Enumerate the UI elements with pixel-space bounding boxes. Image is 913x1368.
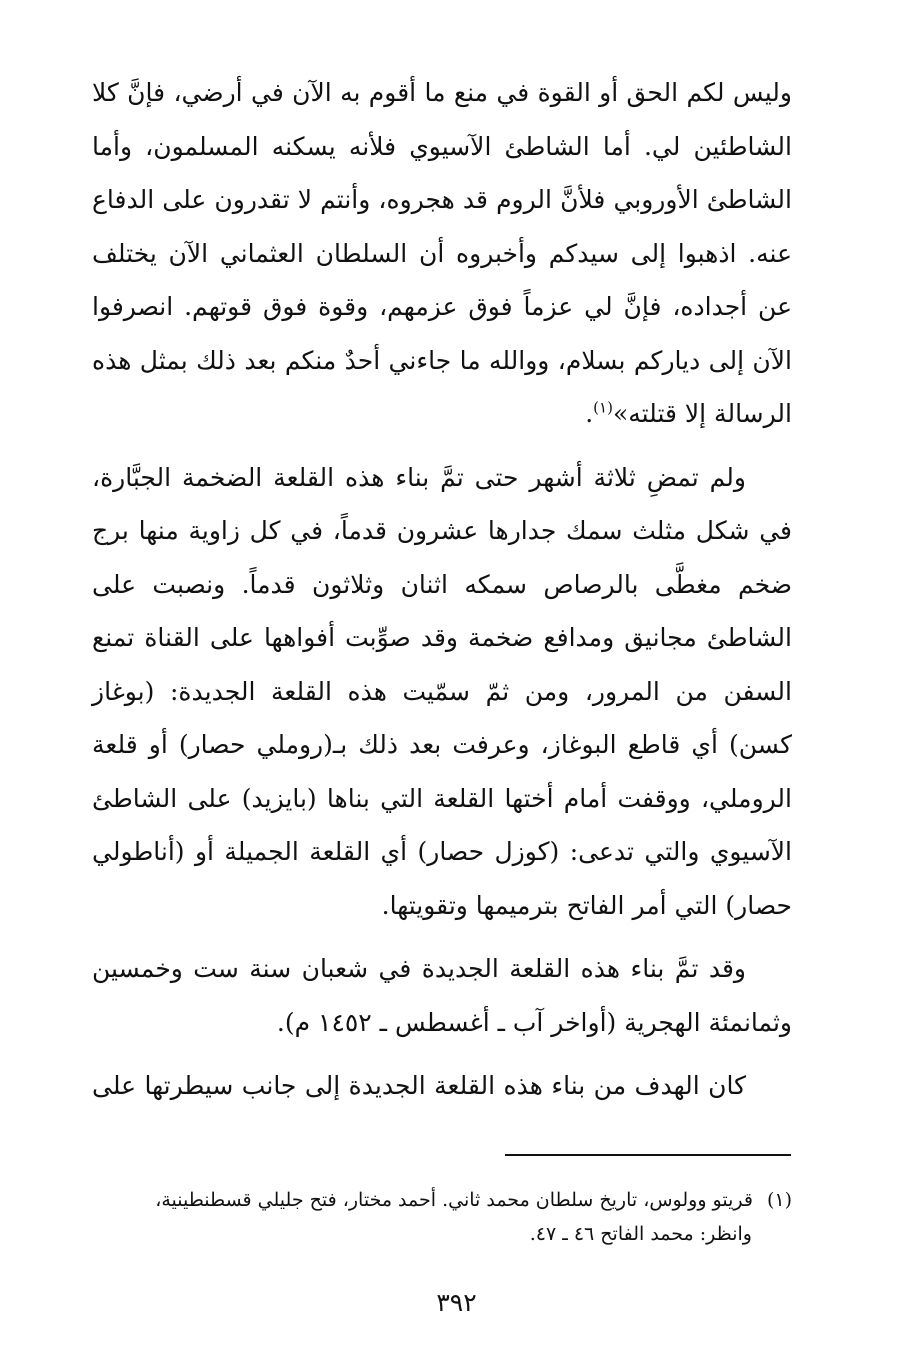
paragraph-castle-construction: ولم تمضِ ثلاثة أشهر حتى تمَّ بناء هذه القلعة الضخمة الجبَّارة، في شكل مثلث سمك جدارها عشرون قدماً، في كل زاوية منها برج ضخم مغطَّى بالرصاص سمكه اثنان وثلاثون قدماً. ونصبت على الشاطئ مجانيق ومدافع ضخمة وقد صوِّبت أفواهها على القناة تمنع السفن من المرور، ومن ثمّ سمّيت هذه القلعة الجديدة: (بوغاز كسن) أي قاطع البوغاز، وعرفت بعد ذلك بـ(روملي حصار) أو قلعة الروملي، ووقفت أمام أختها القلعة التي بناها (بايزيد) على الشاطئ الآسيوي والتي تدعى: (كوزل حصار) أي القلعة الجميلة أو (أناطولي حصار) التي أمر الفاتح بترميمها وتقويتها. [92, 462, 792, 920]
paragraph-quote-end [92, 66, 792, 441]
footnote-divider [505, 1154, 791, 1156]
footnote-reference: (١) [593, 398, 613, 417]
paragraph-text: وليس لكم الحق أو القوة في منع ما أقوم به الآن في أرضي، فإنَّ كلا الشاطئين لي. أما الشاطئ الآسيوي فلأنه يسكنه المسلمون، وأما الشاطئ الأوروبي فلأنَّ الروم قد هجروه، وأنتم لا تقدرون على الدفاع عنه. اذهبوا إلى سيدكم وأخبروه أن السلطان العثماني الآن يختلف عن أجداده، فإنَّ لي عزماً فوق عزمهم، وقوة فوق قوتهم. انصرفوا الآن إلى دياركم بسلام، ووالله ما جاءني أحدٌ منكم بعد ذلك بمثل هذه الرسالة إلا قتلته» [92, 78, 792, 428]
page-number: ٣٩٢ [436, 1288, 477, 1317]
paragraph-end-mark: . [585, 399, 594, 428]
footnote-line-2: وانظر: محمد الفاتح ٤٦ ـ ٤٧. [529, 1223, 752, 1245]
paragraph-completion-date: وقد تمَّ بناء هذه القلعة الجديدة في شعبان سنة ست وخمسين وثمانمئة الهجرية (أواخر آب ـ أغسطس ـ ١٤٥٢ م). [92, 954, 792, 1037]
paragraph-castle-purpose: كان الهدف من بناء هذه القلعة الجديدة إلى جانب سيطرتها على [92, 1071, 746, 1100]
main-text [92, 66, 792, 1123]
footnote-line-1: قريتو وولوس، تاريخ سلطان محمد ثاني. أحمد مختار، فتح جليلي قسطنطينية، [155, 1189, 753, 1211]
footnote [80, 1183, 792, 1251]
footnote-number: (١) [766, 1189, 792, 1211]
